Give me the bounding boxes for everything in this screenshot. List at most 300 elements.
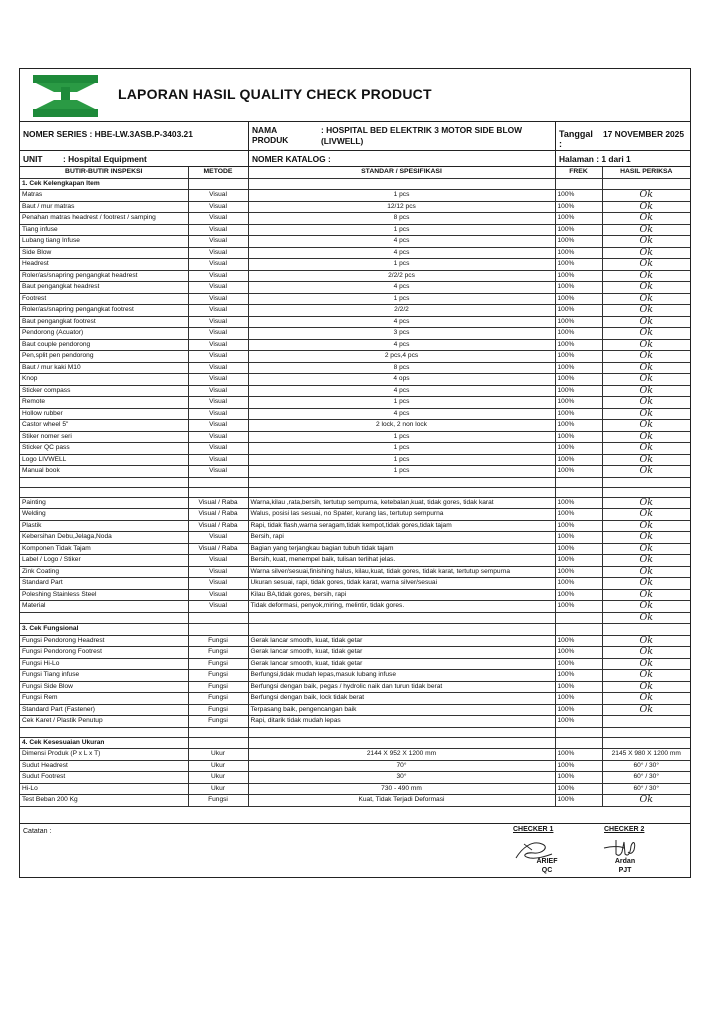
method: Visual <box>188 316 248 328</box>
method: Ukur <box>188 772 248 784</box>
table-row <box>20 647 690 659</box>
result: Ok <box>602 670 690 682</box>
method: Visual <box>188 328 248 340</box>
table-row <box>20 532 690 544</box>
empty-cell <box>555 178 602 190</box>
frequency: 100% <box>555 374 602 386</box>
specification: 4 pcs <box>248 385 555 397</box>
nama-produk-label: NAMA PRODUK <box>248 122 318 150</box>
nama-produk-value: : HOSPITAL BED ELEKTRIK 3 MOTOR SIDE BLOW (LIVWELL) <box>321 125 523 146</box>
col-butir: BUTIR-BUTIR INSPEKSI <box>20 167 188 178</box>
empty-cell <box>20 477 188 487</box>
inspection-table <box>20 167 690 807</box>
frequency: 100% <box>555 601 602 613</box>
method: Visual <box>188 408 248 420</box>
method: Visual <box>188 578 248 590</box>
method: Visual <box>188 532 248 544</box>
empty-cell <box>188 737 248 749</box>
method: Fungsi <box>188 681 248 693</box>
method: Ukur <box>188 749 248 761</box>
empty-cell <box>20 727 188 737</box>
frequency: 100% <box>555 328 602 340</box>
table-row <box>20 716 690 728</box>
frequency: 100% <box>555 555 602 567</box>
result: 2145 X 980 X 1200 mm <box>602 749 690 761</box>
specification: Bagian yang terjangkau bagian tubuh tidak tajam <box>248 543 555 555</box>
table-row <box>20 431 690 443</box>
result <box>602 716 690 728</box>
method: Fungsi <box>188 670 248 682</box>
specification: 1 pcs <box>248 190 555 202</box>
empty-cell <box>555 727 602 737</box>
table-row <box>20 693 690 705</box>
table-row <box>20 374 690 386</box>
result: Ok <box>602 635 690 647</box>
method: Visual <box>188 282 248 294</box>
table-row <box>20 236 690 248</box>
method: Visual <box>188 201 248 213</box>
method: Visual <box>188 555 248 567</box>
method: Visual <box>188 270 248 282</box>
result: 60° / 30° <box>602 772 690 784</box>
frequency: 100% <box>555 282 602 294</box>
frequency: 100% <box>555 543 602 555</box>
frequency: 100% <box>555 408 602 420</box>
method: Fungsi <box>188 795 248 807</box>
empty-cell <box>20 612 188 624</box>
specification: 4 pcs <box>248 247 555 259</box>
empty-cell <box>188 727 248 737</box>
column-header-row <box>20 167 690 178</box>
result: Ok <box>602 282 690 294</box>
inspection-item: Logo LIVWELL <box>20 454 188 466</box>
report-title: LAPORAN HASIL QUALITY CHECK PRODUCT <box>118 86 432 102</box>
result: Ok <box>602 420 690 432</box>
frequency: 100% <box>555 681 602 693</box>
inspection-item: Dimensi Produk (P x L x T) <box>20 749 188 761</box>
frequency: 100% <box>555 749 602 761</box>
table-row <box>20 760 690 772</box>
frequency: 100% <box>555 670 602 682</box>
inspection-item: Side Blow <box>20 247 188 259</box>
specification: 4 pcs <box>248 408 555 420</box>
empty-cell <box>188 612 248 624</box>
report-header <box>20 121 690 167</box>
inspection-item: Sticker QC pass <box>20 443 188 455</box>
signature-footer <box>20 823 690 879</box>
section-4-title-label: 4. Cek Kesesuaian Ukuran <box>20 737 188 749</box>
inspection-item: Sticker compass <box>20 385 188 397</box>
method: Visual <box>188 397 248 409</box>
specification: 8 pcs <box>248 213 555 225</box>
frequency: 100% <box>555 589 602 601</box>
inspection-item: Tiang infuse <box>20 224 188 236</box>
inspection-item: Painting <box>20 497 188 509</box>
specification: Kuat, Tidak Terjadi Deformasi <box>248 795 555 807</box>
inspection-item: Label / Logo / Stiker <box>20 555 188 567</box>
unit-value: : Hospital Equipment <box>63 154 147 164</box>
method: Visual <box>188 601 248 613</box>
result: Ok <box>602 601 690 613</box>
inspection-item: Sudut Headrest <box>20 760 188 772</box>
section-3-title <box>20 624 690 636</box>
empty-cell <box>555 624 602 636</box>
checker1-label: CHECKER 1 <box>513 826 554 833</box>
inspection-item: Baut pengangkat footrest <box>20 316 188 328</box>
inspection-item: Welding <box>20 509 188 521</box>
table-row <box>20 213 690 225</box>
specification: 1 pcs <box>248 443 555 455</box>
frequency: 100% <box>555 532 602 544</box>
specification: Berfungsi,tidak mudah lepas,masuk lubang infuse <box>248 670 555 682</box>
result: Ok <box>602 509 690 521</box>
frequency: 100% <box>555 316 602 328</box>
table-row <box>20 247 690 259</box>
specification: Gerak lancar smooth, kuat, tidak getar <box>248 635 555 647</box>
result: Ok <box>602 497 690 509</box>
table-row <box>20 681 690 693</box>
method: Visual <box>188 431 248 443</box>
table-row <box>20 466 690 478</box>
table-row <box>20 316 690 328</box>
tanggal-label: Tanggal : <box>555 122 600 150</box>
specification: Bersih, kuat, menempel baik, tulisan terlihat jelas. <box>248 555 555 567</box>
empty-cell <box>555 477 602 487</box>
result: 60° / 30° <box>602 760 690 772</box>
method: Visual <box>188 213 248 225</box>
method: Visual <box>188 247 248 259</box>
inspection-item: Manual book <box>20 466 188 478</box>
table-row <box>20 783 690 795</box>
specification: 1 pcs <box>248 431 555 443</box>
result: Ok <box>602 328 690 340</box>
frequency: 100% <box>555 270 602 282</box>
result: Ok <box>602 555 690 567</box>
table-row <box>20 282 690 294</box>
specification: 1 pcs <box>248 397 555 409</box>
table-row <box>20 328 690 340</box>
col-frek: FREK <box>555 167 602 178</box>
table-row <box>20 385 690 397</box>
specification: 12/12 pcs <box>248 201 555 213</box>
table-row <box>20 578 690 590</box>
specification: 1 pcs <box>248 259 555 271</box>
spacer-row <box>20 487 690 497</box>
result: Ok <box>602 566 690 578</box>
specification: Bersih, rapi <box>248 532 555 544</box>
result: Ok <box>602 236 690 248</box>
method: Fungsi <box>188 658 248 670</box>
table-row <box>20 670 690 682</box>
result: Ok <box>602 693 690 705</box>
result: Ok <box>602 339 690 351</box>
inspection-item: Roler/as/snapring pengangkat footrest <box>20 305 188 317</box>
inspection-item: Pen,split pen pendorong <box>20 351 188 363</box>
inspection-item: Fungsi Pendorong Footrest <box>20 647 188 659</box>
result: Ok <box>602 431 690 443</box>
result: Ok <box>602 224 690 236</box>
inspection-item: Hollow rubber <box>20 408 188 420</box>
frequency: 100% <box>555 497 602 509</box>
frequency: 100% <box>555 293 602 305</box>
result: Ok <box>602 647 690 659</box>
empty-cell <box>188 178 248 190</box>
specification: 2 lock, 2 non lock <box>248 420 555 432</box>
result: Ok <box>602 305 690 317</box>
result: Ok <box>602 270 690 282</box>
result: Ok <box>602 293 690 305</box>
frequency: 100% <box>555 520 602 532</box>
spacer-row <box>20 727 690 737</box>
frequency: 100% <box>555 716 602 728</box>
specification: Walus, posisi las sesuai, no Spater, kurang las, tertutup sempurna <box>248 509 555 521</box>
result: Ok <box>602 374 690 386</box>
empty-cell <box>555 737 602 749</box>
specification: 8 pcs <box>248 362 555 374</box>
result: Ok <box>602 201 690 213</box>
inspection-item: Roler/as/snapring pengangkat headrest <box>20 270 188 282</box>
frequency: 100% <box>555 693 602 705</box>
inspection-item: Sudut Footrest <box>20 772 188 784</box>
checker2-role: PJT <box>618 867 632 874</box>
inspection-item: Cek Karet / Plastik Penutup <box>20 716 188 728</box>
result: Ok <box>602 520 690 532</box>
section-3-title-label: 3. Cek Fungsional <box>20 624 188 636</box>
table-row <box>20 795 690 807</box>
empty-cell <box>248 477 555 487</box>
result: Ok <box>602 454 690 466</box>
method: Ukur <box>188 760 248 772</box>
table-row <box>20 443 690 455</box>
method: Visual <box>188 293 248 305</box>
frequency: 100% <box>555 190 602 202</box>
frequency: 100% <box>555 647 602 659</box>
table-row <box>20 601 690 613</box>
table-row <box>20 362 690 374</box>
inspection-item: Pendorong (Acuator) <box>20 328 188 340</box>
nomer-katalog: NOMER KATALOG : <box>248 151 555 166</box>
halaman: Halaman : 1 dari 1 <box>555 151 690 166</box>
inspection-item: Knop <box>20 374 188 386</box>
result: Ok <box>602 385 690 397</box>
empty-cell <box>602 624 690 636</box>
method: Ukur <box>188 783 248 795</box>
method: Fungsi <box>188 716 248 728</box>
col-standar: STANDAR / SPESIFIKASI <box>248 167 555 178</box>
frequency: 100% <box>555 772 602 784</box>
inspection-item: Footrest <box>20 293 188 305</box>
table-row <box>20 201 690 213</box>
empty-cell <box>248 612 555 624</box>
method: Visual / Raba <box>188 509 248 521</box>
specification: Terpasang baik, pengencangan baik <box>248 704 555 716</box>
specification: 1 pcs <box>248 293 555 305</box>
frequency: 100% <box>555 443 602 455</box>
result: Ok <box>602 351 690 363</box>
frequency: 100% <box>555 201 602 213</box>
table-row <box>20 635 690 647</box>
specification: 4 pcs <box>248 339 555 351</box>
frequency: 100% <box>555 420 602 432</box>
inspection-item: Baut couple pendorong <box>20 339 188 351</box>
empty-cell <box>602 487 690 497</box>
specification: Gerak lancar smooth, kuat, tidak getar <box>248 658 555 670</box>
table-row <box>20 305 690 317</box>
empty-cell <box>188 487 248 497</box>
specification: 1 pcs <box>248 466 555 478</box>
result: Ok <box>602 589 690 601</box>
result: Ok <box>602 612 690 624</box>
frequency: 100% <box>555 578 602 590</box>
result: Ok <box>602 443 690 455</box>
empty-cell <box>248 178 555 190</box>
empty-cell <box>602 727 690 737</box>
method: Visual <box>188 259 248 271</box>
specification: Warna silver/sesuai,finishing halus, kilau,kuat, tidak gores, tidak karat, tertutup sempurna <box>248 566 555 578</box>
table-row <box>20 555 690 567</box>
inspection-item: Standard Part (Fastener) <box>20 704 188 716</box>
checker2-name: Ardan <box>614 858 636 865</box>
section-1-title-label: 1. Cek Kelengkapan Item <box>20 178 188 190</box>
specification: 4 pcs <box>248 316 555 328</box>
specification: 730 - 490 mm <box>248 783 555 795</box>
result: Ok <box>602 362 690 374</box>
result: Ok <box>602 408 690 420</box>
inspection-item: Standard Part <box>20 578 188 590</box>
table-row <box>20 509 690 521</box>
tanggal-value: 17 NOVEMBER 2025 <box>603 129 684 139</box>
frequency: 100% <box>555 397 602 409</box>
method: Fungsi <box>188 647 248 659</box>
inspection-item: Plastik <box>20 520 188 532</box>
result: Ok <box>602 259 690 271</box>
specification: Warna,kilau ,rata,bersih, tertutup sempurna, ketebalan,kuat, tidak gores, tidak karat <box>248 497 555 509</box>
inspection-item: Poleshing Stainless Steel <box>20 589 188 601</box>
specification: 2/2/2 pcs <box>248 270 555 282</box>
method: Visual <box>188 362 248 374</box>
unit-label: UNIT <box>23 154 43 164</box>
empty-cell <box>248 624 555 636</box>
method: Fungsi <box>188 704 248 716</box>
table-row <box>20 566 690 578</box>
frequency: 100% <box>555 259 602 271</box>
result: Ok <box>602 213 690 225</box>
frequency: 100% <box>555 224 602 236</box>
table-row <box>20 497 690 509</box>
col-hasil: HASIL PERIKSA <box>602 167 690 178</box>
frequency: 100% <box>555 351 602 363</box>
specification: 2144 X 952 X 1200 mm <box>248 749 555 761</box>
method: Visual <box>188 385 248 397</box>
result: Ok <box>602 795 690 807</box>
method: Visual <box>188 351 248 363</box>
table-row <box>20 190 690 202</box>
report-frame <box>19 68 691 878</box>
method: Visual <box>188 420 248 432</box>
empty-cell <box>20 487 188 497</box>
inspection-item: Fungsi Side Blow <box>20 681 188 693</box>
specification: 2/2/2 <box>248 305 555 317</box>
frequency: 100% <box>555 213 602 225</box>
company-logo-icon <box>33 75 98 117</box>
col-metode: METODE <box>188 167 248 178</box>
result: Ok <box>602 704 690 716</box>
specification: Berfungsi dengan baik, lock tidak berat <box>248 693 555 705</box>
result: Ok <box>602 681 690 693</box>
specification: Gerak lancar smooth, kuat, tidak getar <box>248 647 555 659</box>
inspection-item: Material <box>20 601 188 613</box>
checker1-name: ARIEF <box>536 858 558 865</box>
inspection-item: Kebersihan Debu,Jelaga,Noda <box>20 532 188 544</box>
specification: Ukuran sesuai, rapi, tidak gores, tidak karat, warna silver/sesuai <box>248 578 555 590</box>
frequency: 100% <box>555 760 602 772</box>
result: Ok <box>602 316 690 328</box>
table-row <box>20 259 690 271</box>
method: Visual <box>188 374 248 386</box>
method: Visual / Raba <box>188 543 248 555</box>
result: Ok <box>602 532 690 544</box>
empty-cell <box>602 737 690 749</box>
checker2-signature <box>600 834 644 860</box>
frequency: 100% <box>555 466 602 478</box>
inspection-item: Baut / mur kaki M10 <box>20 362 188 374</box>
empty-cell <box>248 737 555 749</box>
inspection-item: Remote <box>20 397 188 409</box>
table-row <box>20 520 690 532</box>
specification: 1 pcs <box>248 224 555 236</box>
method: Fungsi <box>188 693 248 705</box>
frequency: 100% <box>555 339 602 351</box>
specification: 30° <box>248 772 555 784</box>
method: Visual <box>188 443 248 455</box>
frequency: 100% <box>555 635 602 647</box>
method: Visual <box>188 339 248 351</box>
method: Fungsi <box>188 635 248 647</box>
empty-cell <box>555 487 602 497</box>
empty-cell <box>188 477 248 487</box>
table-row <box>20 704 690 716</box>
frequency: 100% <box>555 431 602 443</box>
method: Visual / Raba <box>188 497 248 509</box>
specification: Rapi, tidak flash,warna seragam,tidak kempot,tidak gores,tidak tajam <box>248 520 555 532</box>
table-row <box>20 749 690 761</box>
method: Visual <box>188 566 248 578</box>
method: Visual <box>188 454 248 466</box>
table-row <box>20 454 690 466</box>
nomer-series: NOMER SERIES : HBE-LW.3ASB.P-3403.21 <box>23 129 193 139</box>
empty-cell <box>602 178 690 190</box>
result: Ok <box>602 247 690 259</box>
empty-cell <box>188 624 248 636</box>
section-1-title <box>20 178 690 190</box>
method: Visual <box>188 224 248 236</box>
frequency: 100% <box>555 385 602 397</box>
inspection-item: Lubang tiang Infuse <box>20 236 188 248</box>
specification: 4 pcs <box>248 236 555 248</box>
inspection-item: Baut / mur matras <box>20 201 188 213</box>
spacer-row <box>20 477 690 487</box>
empty-cell <box>248 487 555 497</box>
frequency: 100% <box>555 783 602 795</box>
method: Visual <box>188 466 248 478</box>
table-row <box>20 658 690 670</box>
frequency: 100% <box>555 566 602 578</box>
table-row <box>20 270 690 282</box>
empty-cell <box>555 612 602 624</box>
result: Ok <box>602 466 690 478</box>
inspection-item: Zink Coating <box>20 566 188 578</box>
checker1-role: QC <box>541 867 553 874</box>
